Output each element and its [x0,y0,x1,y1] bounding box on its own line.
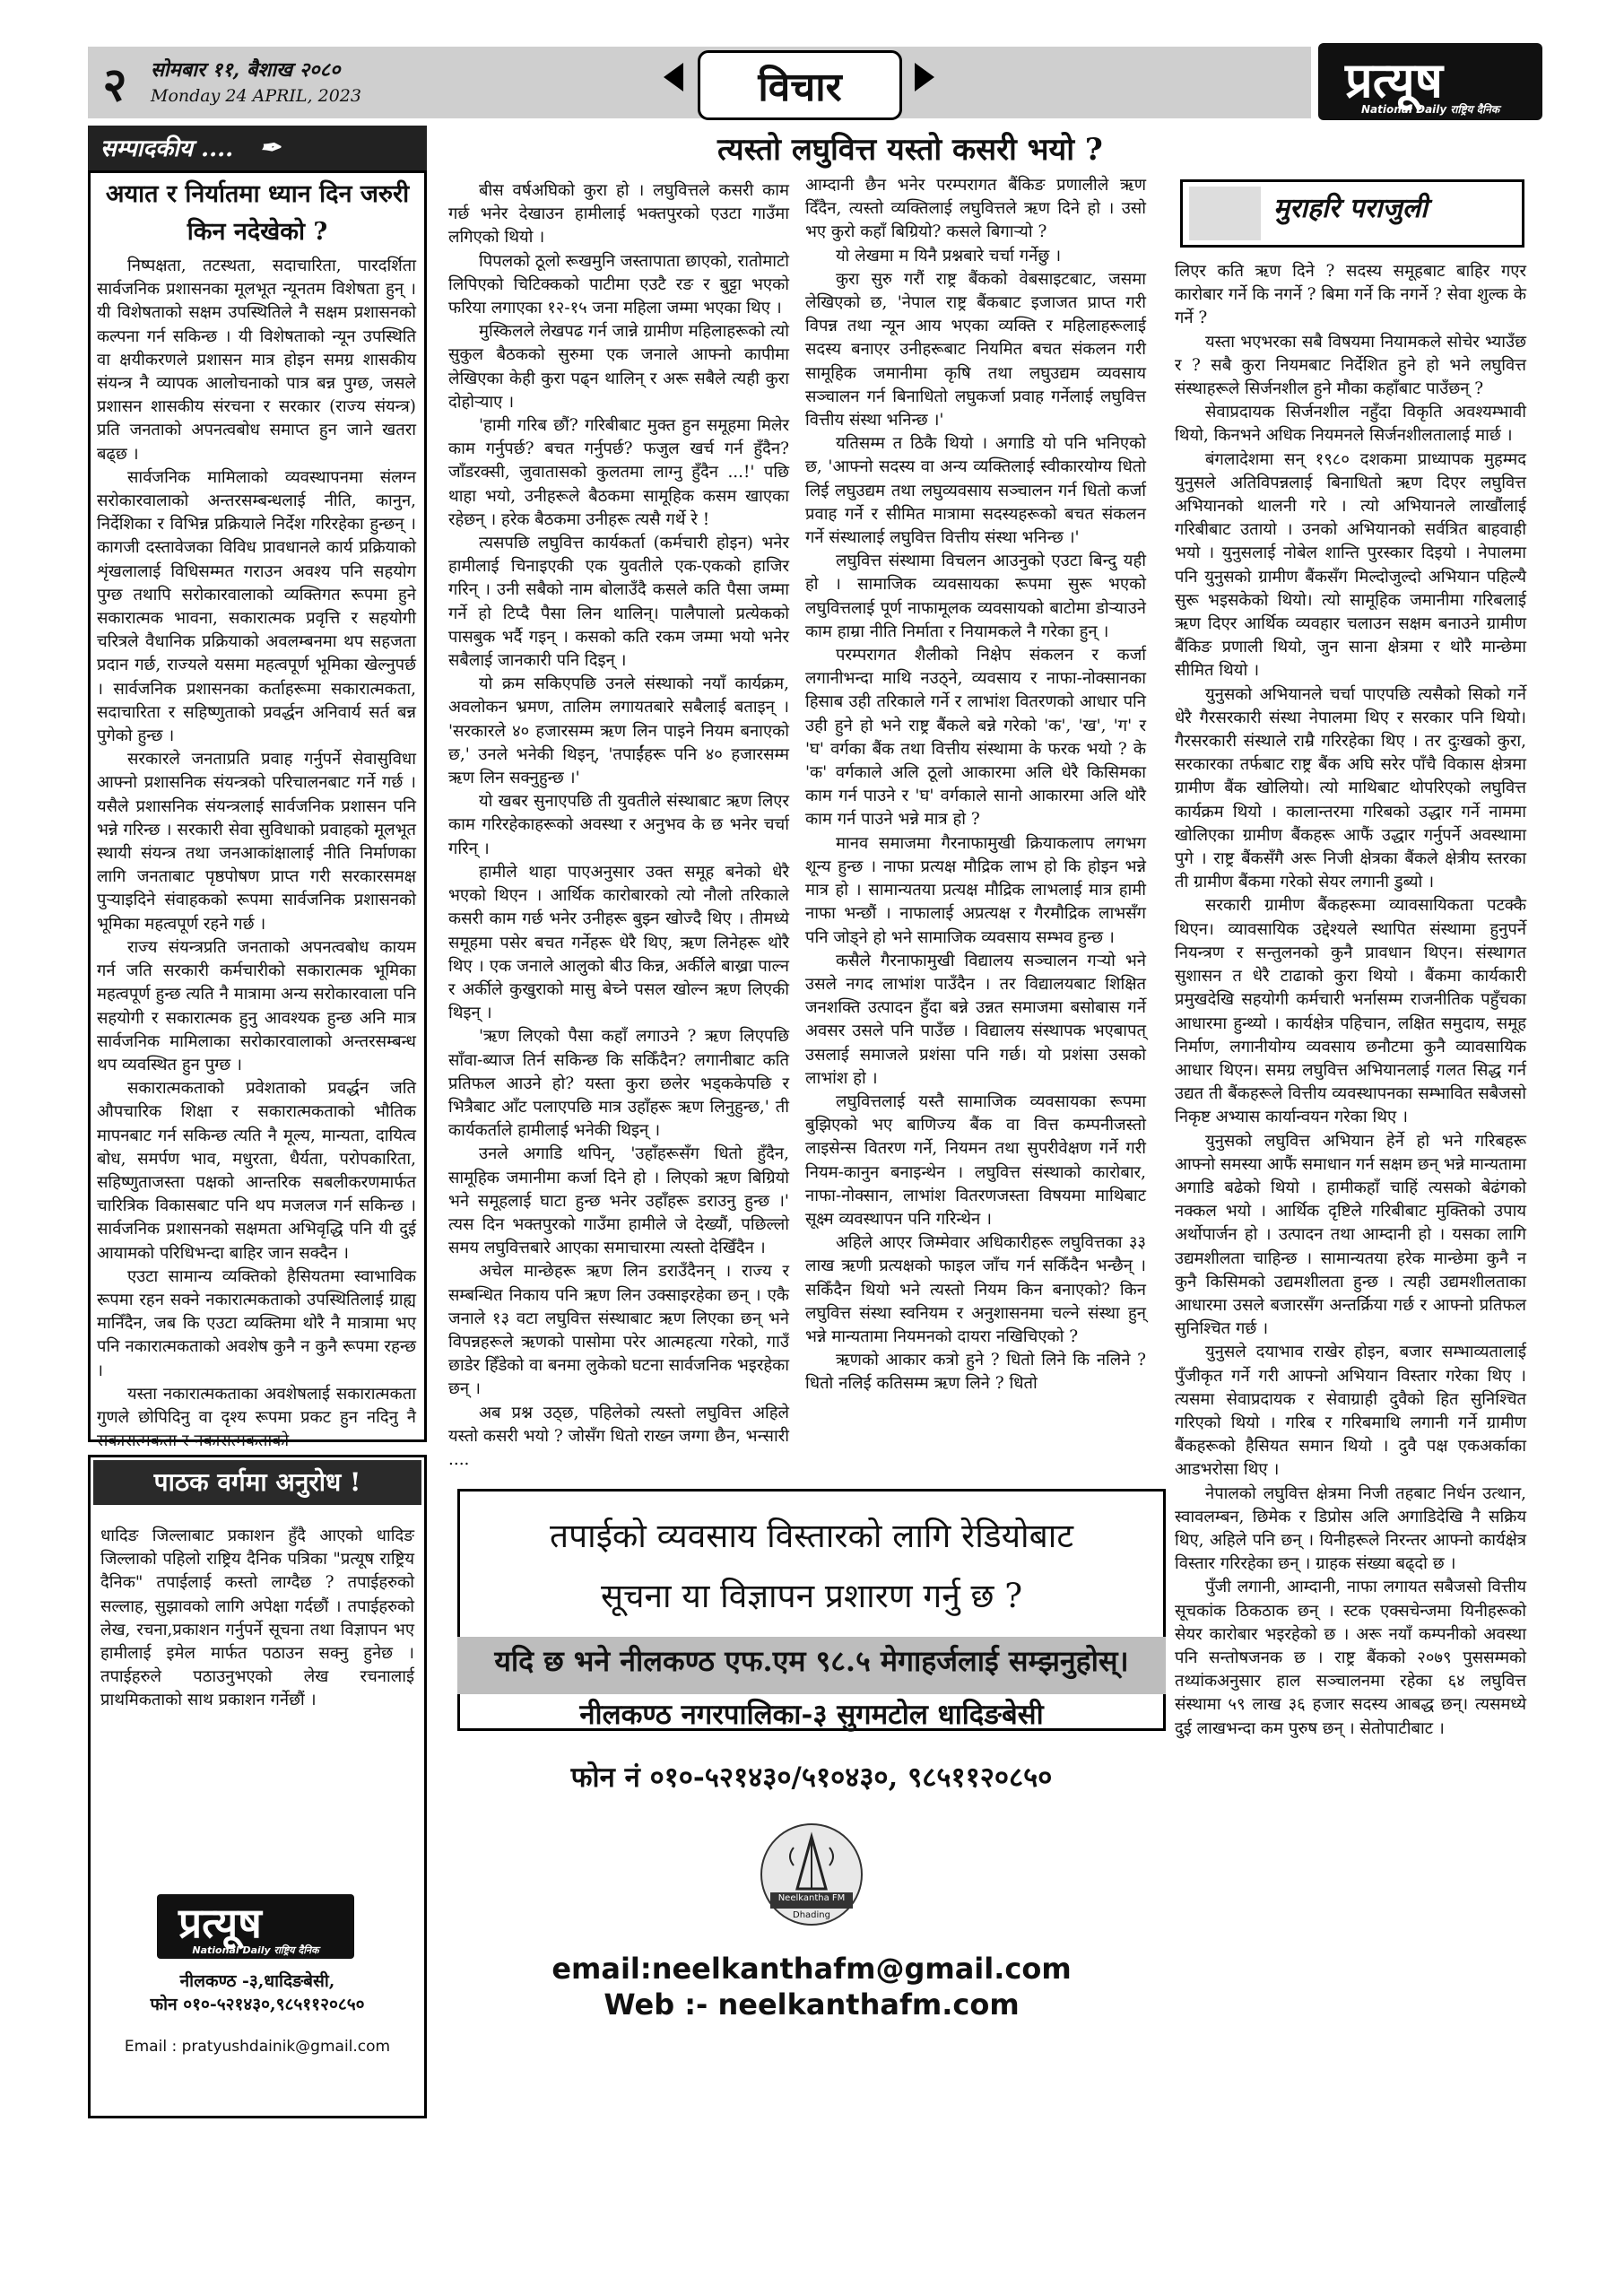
article-paragraph: बंगलादेशमा सन् १९८० दशकमा प्राध्यापक मुहम्मद युनुसले अतिविपन्नलाई बिनाधितो ऋण दिएर लघुवित्त अभियानको थालनी गरे । त्यो अभियानले लाखौंलाई गरिबीबाट उतायो । उनको अभियानको सर्वत्रित बाहवाही भयो । युनुसलाई नोबेल शान्ति पुरस्कार दिइयो । नेपालमा पनि युनुसको ग्रामीण बैंकसँग मिल्दोजुल्दो अभियान पहिल्यै सुरू भइसकेको थियो। त्यो सामूहिक जमानीमा गरिबलाई ऋण दिएर आर्थिक व्यवहार चलाउन सक्षम बनाउने ग्रामीण बैंकिङ प्रणाली थियो, जुन साना क्षेत्रमा र थोरै मान्छेमा सीमित थियो । [1175,449,1526,681]
reader-address: नीलकण्ठ -३,धादिङबेसी, [179,1971,335,1991]
radio-logo [758,1821,865,1928]
article-paragraph: पुँजी लगानी, आम्दानी, नाफा लगायत सबैजसो वित्तीय सूचकांक ठिकठाक छन् । स्टक एक्सचेन्जमा यिनीहरूको सेयर कारोबार भइरहेको छ । अरू नयाँ कम्पनीको अवस्था पनि सन्तोषजनक छ । राष्ट्र बैंकको २०७९ पुससम्मको तथ्यांकअनुसार हाल सञ्चालनमा रहेका ६४ लघुवित्त संस्थामा ५९ लाख ३६ हजार सदस्य आबद्ध छन्। त्यसमध्ये दुई लाखभन्दा कम पुरुष छन् । सेतोपाटीबाट । [1175,1578,1526,1738]
radio-logo-caption: Neelkantha FM [777,1893,846,1903]
article-paragraph: युनुसको लघुवित्त अभियान हेर्ने हो भने गरिबहरू आफ्नो समस्या आफैं समाधान गर्न सक्षम छन् भन्ने मान्यतामा अगाडि बढेको थियो । हामीकहाँ चाहिं त्यसको बेढंगको नक्कल भयो । आर्थिक दृष्टिले गरिबीबाट मुक्तिको उपाय अर्थोपार्जन हो । उत्पादन तथा आम्दानी हो । यसका लागि उद्यमशीलता चाहिन्छ । सामान्यतया हरेक मान्छेमा कुनै न कुनै किसिमको उद्यमशीलता हुन्छ । त्यही उद्यमशीलताका आधारमा उसले बजारसँग अन्तर्क्रिया गर्छ र आफ्नो प्रतिफल सुनिश्चित गर्छ । [1175,1131,1526,1339]
article-paragraph: हामीले थाहा पाएअनुसार उक्त समूह बनेको धेरै भएको थिएन । आर्थिक कारोबारको त्यो नौलो तरिकाले कसरी काम गर्छ भनेर उनीहरू बुझ्न खोज्दै थिए । तीमध्ये समूहमा पसेर बचत गर्नेहरू धेरै थिए, ऋण लिनेहरू थोरै थिए । एक जनाले आलुको बीउ किन्न, अर्कीले बाख्रा पाल्न र अर्कीले कुखुराको मासु बेच्ने पसल खोल्न ऋण लिएकी थिइन् । [448,862,789,1023]
editorial-title: अयात र निर्यातमा ध्यान दिन जरुरी किन नदेखेको ? [105,180,410,246]
reader-email: Email : pratyushdainik@gmail.com [124,2038,391,2056]
article-paragraph: परम्परागत शैलीको निक्षेप संकलन र कर्जा लगानीभन्दा माथि नउठ्ने, व्यवसाय र नाफा-नोक्सानका हिसाब उही तरिकाले गर्ने र लाभांश वितरणको आधार पनि उही हुने हो भने राष्ट्र बैंकले बन्ने गरेको 'क', 'ख', 'ग' र 'घ' वर्गका बैंक तथा वित्तीय संस्थामा के फरक भयो ? के 'क' वर्गकाले अलि ठूलो आकारमा अलि धेरै किसिमका काम गर्न पाउने र 'घ' वर्गकाले सानो आकारमा अलि थोरै काम गर्न पाउने भन्ने मात्र हो ? [805,646,1146,830]
date-english: Monday 24 APRIL, 2023 [151,86,361,106]
triangle-right-icon [915,63,934,91]
article-paragraph: नेपालको लघुवित्त क्षेत्रमा निजी तहबाट निर्धन उत्थान, स्वावलम्बन, छिमेक र डिप्रोस अलि अगाडिदेखि नै सक्रिय थिए, अहिले पनि छन् । यिनीहरूले निरन्तर आफ्नो कार्यक्षेत्र विस्तार गरिरहेका छन् । ग्राहक संख्या बढ्दो छ । [1175,1483,1526,1574]
editorial-paragraph: सार्वजनिक मामिलाको व्यवस्थापनमा संलग्न सरोकारवालाको अन्तरसम्बन्धलाई नीति, कानुन, निर्देशिका र विभिन्न प्रक्रियाले निर्देश गरिरहेका हुन्छन् । कागजी दस्तावेजका विविध प्रावधानले कार्य प्रक्रियाको शृंखलालाई विधिसम्मत गराउन अवश्य पनि सहयोग पुग्छ तथापि सरोकारवालाको व्यक्तिगत रूपमा हुने सकारात्मक भावना, सकारात्मक प्रवृत्ति र सहयोगी चरित्रले वैधानिक प्रक्रियाको अवलम्बनमा थप सहजता प्रदान गर्छ, राज्यले यसमा महत्वपूर्ण भूमिका खेल्नुपर्छ । सार्वजनिक प्रशासनका कर्ताहरूमा सकारात्मकता, सदाचारिता र सहिष्णुताको प्रवर्द्धन अनिवार्य सर्त बन्न पुगेको हुन्छ । [97,467,416,746]
editorial-paragraph: सरकारले जनताप्रति प्रवाह गर्नुपर्ने सेवासुविधा आफ्नो प्रशासनिक संयन्त्रको परिचालनबाट गर्ने गर्छ । यसैले प्रशासनिक संयन्त्रलाई सार्वजनिक प्रशासन पनि भन्ने गरिन्छ । सरकारी सेवा सुविधाको प्रवाहको मूलभूत स्थायी संयन्त्र तथा जनआकांक्षालाई नीति निर्माणका लागि जनताबाट पृष्ठपोषण प्राप्त गरी सरकारसमक्ष पुऱ्याइदिने संवाहकको रूपमा सार्वजनिक प्रशासनको भूमिका महत्वपूर्ण रहने गर्छ । [97,750,416,934]
masthead-logo [1318,43,1542,120]
editorial-body [97,255,416,1451]
article-paragraph: यो क्रम सकिएपछि उनले संस्थाको नयाँ कार्यक्रम, अवलोकन भ्रमण, तालिम लगायतबारे सबैलाई बताइन् । 'सरकारले ४० हजारसम्म ऋण लिन पाइने नियम बनाएको छ,' उनले भनेकी थिइन्, 'तपाईंहरू पनि ४० हजारसम्म ऋण लिन सक्नुहुन्छ ।' [448,674,789,788]
article-column-3 [1175,260,1526,2278]
article-paragraph: कुरा सुरु गरौं राष्ट्र बैंकको वेबसाइटबाट, जसमा लेखिएको छ, 'नेपाल राष्ट्र बैंकबाट इजाजत प्राप्त गरी विपन्न तथा न्यून आय भएका व्यक्ति र महिलाहरूलाई सदस्य बनाएर उनीहरूबाट नियमित बचत संकलन गरी सामूहिक जमानीमा कृषि तथा लघुउद्यम व्यवसाय सञ्चालन गर्न बिनाधितो लघुकर्जा प्रवाह गर्नेलाई लघुवित्त वित्तीय संस्था भनिन्छ ।' [805,269,1146,430]
reader-phone: फोन ०१०-५२१४३०,९८५११२०८५० [150,1995,365,2014]
page-number: २ [102,57,127,112]
article-column-1 [448,179,789,1480]
editorial-label [88,126,427,170]
article-paragraph: त्यसपछि लघुवित्त कार्यकर्ता (कर्मचारी होइन) भनेर हामीलाई चिनाइएकी एक युवतीले एक-एकको हाजिर गरिन् । उनी सबैको नाम बोलाउँदै कसले कति पैसा जम्मा गर्ने हो टिप्दै पैसा लिन थालिन्। पालैपालो प्रत्येकको पासबुक भर्दै गइन् । कसको कति रकम जम्मा भयो भनेर सबैलाई जानकारी पनि दिइन् । [448,534,789,671]
article-paragraph: कसैले गैरनाफामुखी विद्यालय सञ्चालन गऱ्यो भने उसले नगद लाभांश पाउँदैन । तर विद्यालयबाट शिक्षित जनशक्ति उत्पादन हुँदा बन्ने उन्नत समाजमा बसोबास गर्ने अवसर उसले पनि पाउँछ । विद्यालय संस्थापक भएबापत् उसलाई समाजले प्रशंसा पनि गर्छ। यो प्रशंसा उसको लाभांश हो । [805,951,1146,1088]
article-paragraph: सरकारी ग्रामीण बैंकहरूमा व्यावसायिकता पटक्कै थिएन। व्यावसायिक उद्देश्यले स्थापित संस्थामा हुनुपर्ने नियन्त्रण र सन्तुलनको कुनै प्रावधान थिएन। संस्थागत सुशासन त धेरै टाढाको कुरा थियो । बैंकमा कार्यकारी प्रमुखदेखि सहयोगी कर्मचारी भर्नासम्म राजनीतिक पहुँचका आधारमा हुन्थ्यो । कार्यक्षेत्र पहिचान, लक्षित समुदाय, समूह निर्माण, लगानीयोग्य व्यवसाय छनौटमा कुनै व्यावसायिक आधार थिएन। समग्र लघुवित्त अभियानलाई गलत सिद्ध गर्न उद्यत ती बैंकहरूले वित्तीय व्यवस्थापनका सम्भावित सबैजसो निकृष्ट अभ्यास कार्यान्वयन गरेका थिए । [1175,896,1526,1127]
ad-line-3: यदि छ भने नीलकण्ठ एफ.एम ९८.५ मेगाहर्जलाई सम्झनुहोस्। [494,1644,1129,1678]
radio-logo-sub: Dhading [793,1910,830,1920]
article-paragraph: 'हामी गरिब छौं? गरिबीबाट मुक्त हुन समूहमा मिलेर काम गर्नुपर्छ? बचत गर्नुपर्छ? फजुल खर्च गर्न हुँदैन? जाँडरक्सी, जुवातासको कुलतमा लाग्नु हुँदैन ...!' पछि थाहा भयो, उनीहरूले बैठकमा सामूहिक कसम खाएका रहेछन् । हरेक बैठकमा उनीहरू त्यसै गर्थे रे ! [448,416,789,529]
article-paragraph: उनले अगाडि थपिन्, 'उहाँहरूसँग धितो हुँदैन, सामूहिक जमानीमा कर्जा दिने हो । लिएको ऋण बिग्रियो भने समूहलाई घाटा हुन्छ भनेर उहाँहरू डराउनु हुन्छ ।' त्यस दिन भक्तपुरको गाउँमा हामीले जे देख्यौं, पछिल्लो समय लघुवित्तबारे आएका समाचारमा त्यस्तो देखिँदैन । [448,1144,789,1258]
reader-logo-tagline: National Daily राष्ट्रिय दैनिक [192,1944,319,1956]
reader-address-block [100,1970,414,2016]
article-paragraph: बीस वर्षअघिको कुरा हो । लघुवित्तले कसरी काम गर्छ भनेर देखाउन हामीलाई भक्तपुरको एउटा गाउँमा लगिएको थियो । [448,181,789,248]
article-paragraph: सेवाप्रदायक सिर्जनशील नहुँदा विकृति अवश्यम्भावी थियो, किनभने अधिक नियमनले सिर्जनशीलतालाई मार्छ । [1175,403,1526,446]
editorial-paragraph: राज्य संयन्त्रप्रति जनताको अपनत्वबोध कायम गर्न जति सरकारी कर्मचारीको सकारात्मक भूमिका महत्वपूर्ण हुन्छ त्यति नै मात्रामा अन्य सरोकारवाला पनि सहयोगी र सकारात्मक हुनु आवश्यक हुन्छ अनि मात्र सार्वजनिक मामिलाका सरोकारवालाको अन्तरसम्बन्ध थप व्यवस्थित हुन पुग्छ । [97,937,416,1074]
editorial-paragraph: एउटा सामान्य व्यक्तिको हैसियतमा स्वाभाविक रूपमा रहन सक्ने नकारात्मकताको उपस्थितिलाई ग्राह्य मानिँदैन, जब कि एउटा व्यक्तिमा थोरै नै मात्रामा भए पनि नकारात्मकताको अवशेष कुनै न कुनै रूपमा रहन्छ । [97,1266,416,1380]
reader-logo [157,1894,354,1959]
ad-email: email:neelkanthafm@gmail.com [551,1952,1072,1986]
reader-request-title: पाठक वर्गमा अनुरोध ! [93,1460,421,1505]
article-paragraph: 'ऋण लिएको पैसा कहाँ लगाउने ? ऋण लिएपछि साँवा-ब्याज तिर्न सकिन्छ कि सकिँदैन? लगानीबाट कति प्रतिफल आउने हो? यस्ता कुरा छलेर भड्ककेपछि र भित्रैबाट आँट पलाएपछि मात्र उहाँहरू ऋण लिनुहुन्छ,' ती कार्यकर्ताले हामीलाई भनेकी थिइन् । [448,1027,789,1141]
ad-line-4: नीलकण्ठ नगरपालिका-३ सुगमटोल धादिङबेसी [579,1699,1044,1731]
article-paragraph: युनुसले दयाभाव राखेर होइन, बजार सम्भाव्यतालाई पुँजीकृत गर्ने गरी आफ्नो अभियान विस्तार गरेका थिए । त्यसमा सेवाप्रदायक र सेवाग्राही दुवैको हित सुनिश्चित गरिएको थियो । गरिब र गरिबमाथि लगानी गर्ने ग्रामीण बैंकहरूको हैसियत समान थियो । दुवै पक्ष एकअर्काका आडभरोसा थिए । [1175,1343,1526,1480]
ad-line-2: सूचना या विज्ञापन प्रशारण गर्नु छ ? [600,1577,1023,1615]
article-paragraph: यस्ता भएभरका सबै विषयमा नियामकले सोचेर भ्याउँछ र ? सबै कुरा नियमबाट निर्देशित हुने हो भने लघुवित्त संस्थाहरूले सिर्जनशील हुने मौका कहाँबाट पाउँछन् ? [1175,332,1526,399]
editorial-paragraph: निष्पक्षता, तटस्थता, सदाचारिता, पारदर्शिता सार्वजनिक प्रशासनका मूलभूत न्यूनतम विशेषता हुन् । यी विशेषताको सक्षम उपस्थितिले नै सक्षम प्रशासनको कल्पना गर्न सकिन्छ । यी विशेषताको न्यून उपस्थिति वा क्षयीकरणले प्रशासन मात्र होइन समग्र शासकीय संयन्त्र नै व्यापक आलोचनाको पात्र बन्न पुग्छ, जसले प्रशासन शासकीय संरचना र सरकार (राज्य संयन्त्र) प्रति जनताको अपनत्वबोध समाप्त हुन जाने खतरा बढ्छ । [97,257,416,464]
section-title: विचार [698,50,902,120]
logo-text: प्रत्यूष [1345,51,1443,109]
article-paragraph: युनुसको अभियानले चर्चा पाएपछि त्यसैको सिको गर्ने धेरै गैरसरकारी संस्था नेपालमा थिए र सरकार पनि थियो। गैरसरकारी संस्थाले राम्रै गरिरहेका थिए । तर दुःखको कुरा, सरकारका तर्फबाट राष्ट्र बैंक अघि सरेर पाँचै विकास क्षेत्रमा ग्रामीण बैंक खोलियो। त्यो माथिबाट थोपरिएको लघुवित्त कार्यक्रम थियो । कालान्तरमा गरिबको उद्धार गर्ने नाममा खोलिएका ग्रामीण बैंकहरू आफैं उद्धार गर्नुपर्ने अवस्थामा पुगे । राष्ट्र बैंकसँगै अरू निजी क्षेत्रका बैंकले क्षेत्रीय स्तरका ती ग्रामीण बैंकमा गरेको सेयर लगानी डुब्यो । [1175,684,1526,892]
logo-tagline: National Daily राष्ट्रिय दैनिक [1360,103,1500,116]
editorial-paragraph: सकारात्मकताको प्रवेशताको प्रवर्द्धन जति औपचारिक शिक्षा र सकारात्मकताको भौतिक मापनबाट गर्न सकिन्छ त्यति नै मूल्य, मान्यता, दायित्व बोध, समर्पण भाव, मधुरता, धैर्यता, परोपकारिता, सहिष्णुताजस्ता पक्षको आन्तरिक सबलीकरणमार्फत चारित्रिक विकासबाट पनि थप मजलज गर्न सकिन्छ । सार्वजनिक प्रशासनको सक्षमता अभिवृद्धि पनि यी दुई आयामको परिधिभन्दा बाहिर जान सक्दैन । [97,1079,416,1263]
pen-icon: ✒ [259,133,281,162]
reader-request-text [100,1525,414,1866]
article-paragraph: अचेल मान्छेहरू ऋण लिन डराउँदैनन् । राज्य र सम्बन्धित निकाय पनि ऋण लिन उक्साइरहेका छन् । एकै जनाले १३ वटा लघुवित्त संस्थाबाट ऋण लिएका छन् भने विपन्नहरूले ऋणको पासोमा परेर आत्महत्या गरेको, गाउँ छाडेर हिँडेको वा बनमा लुकेको घटना सार्वजनिक भइरहेका छन् । [448,1262,789,1399]
article-paragraph: मानव समाजमा गैरनाफामुखी क्रियाकलाप लगभग शून्य हुन्छ । नाफा प्रत्यक्ष मौद्रिक लाभ हो कि होइन भन्ने मात्र हो । सामान्यतया प्रत्यक्ष मौद्रिक लाभलाई मात्र हामी नाफा भन्छौं । नाफालाई अप्रत्यक्ष र गैरमौद्रिक लाभसँग पनि जोड्ने हो भने सामाजिक व्यवसाय सम्भव हुन्छ । [805,833,1146,947]
article-paragraph: लघुवित्तलाई यस्तै सामाजिक व्यवसायका रूपमा बुझिएको भए बाणिज्य बैंक वा वित्त कम्पनीजस्तो लाइसेन्स वितरण गर्ने, नियमन तथा सुपरीवेक्षण गर्ने गरी नियम-कानुन बनाइन्थेन । लघुवित्त संस्थाको कारोबार, नाफा-नोक्सान, लाभांश वितरणजस्ता विषयमा माथिबाट सूक्ष्म व्यवस्थापन पनि गरिन्थेन । [805,1091,1146,1229]
article-paragraph: आम्दानी छैन भनेर परम्परागत बैंकिङ प्रणालीले ऋण दिँदैन, त्यस्तो व्यक्तिलाई लघुवित्तले ऋण दिने हो । उसो भए कुरो कहाँ बिग्रियो? कसले बिगाऱ्यो ? [805,176,1146,242]
author-name: मुराहरि पराजुली [1273,193,1428,224]
article-headline: त्यस्तो लघुवित्त यस्तो कसरी भयो ? [717,132,1103,168]
editorial-label-text: सम्पादकीय .... [100,135,234,162]
article-paragraph: पिपलको ठूलो रूखमुनि जस्तापाता छाएको, रातोमाटो लिपिएको चिटिक्कको पाटीमा एउटै रङ र बुट्टा भएको फरिया लगाएका १२-१५ जना महिला जम्मा भएका थिए । [448,251,789,318]
article-paragraph: लघुवित्त संस्थामा विचलन आउनुको एउटा बिन्दु यही हो । सामाजिक व्यवसायका रूपमा सुरू भएको लघुवित्तलाई पूर्ण नाफामूलक व्यवसायको बाटोमा डोऱ्याउने काम हाम्रा नीति निर्माता र नियामकले नै गरेका हुन् । [805,552,1146,641]
article-paragraph: लिएर कति ऋण दिने ? सदस्य समूहबाट बाहिर गएर कारोबार गर्ने कि नगर्ने ? बिमा गर्ने कि नगर्ने ? सेवा शुल्क के गर्ने ? [1175,262,1526,328]
reader-logo-text: प्रत्यूष [178,1899,262,1947]
article-paragraph: यो खबर सुनाएपछि ती युवतीले संस्थाबाट ऋण लिएर काम गरिरहेकाहरूको अवस्था र अनुभव के छ भनेर चर्चा गरिन् । [448,792,789,858]
article-paragraph: अब प्रश्न उठ्छ, पहिलेको त्यस्तो लघुवित्त अहिले यस्तो कसरी भयो ? जोसँग धितो राख्न जग्गा छैन, भन्सारी .... [448,1403,789,1469]
triangle-left-icon [664,63,683,91]
article-paragraph: मुस्किलले लेखपढ गर्न जान्ने ग्रामीण महिलाहरूको त्यो सुकुल बैठकको सुरुमा एक जनाले आफ्नो कापीमा लेखिएका केही कुरा पढ्न थालिन् र अरू सबैले त्यही कुरा दोहोऱ्याए । [448,322,789,412]
article-paragraph: यो लेखमा म यिनै प्रश्नबारे चर्चा गर्नेछु । [836,246,1062,265]
date-nepali: सोमबार ११, बैशाख २०८० [151,58,341,82]
editorial-paragraph: यस्ता नकारात्मकताका अवशेषलाई सकारात्मकता गुणले छोपिदिनु वा दृश्य रूपमा प्रकट हुन नदिनु नै सकारात्मकता र नकारात्मकताको [97,1384,416,1451]
ad-line-5: फोन नं ०१०-५२१४३०/५१०४३०, ९८५११२०८५० [570,1761,1053,1794]
reader-request-paragraph: धादिङ जिल्लाबाट प्रकाशन हुँदै आएको धादिङ जिल्लाको पहिलो राष्ट्रिय दैनिक पत्रिका "प्रत्यूष राष्ट्रिय दैनिक" तपाईलाई कस्तो लाग्दैछ ? तपाईहरुको सल्लाह, सुझावको लागि अपेक्षा गर्दछौं । तपाईहरुको लेख, रचना,प्रकाशन गर्नुपर्ने सूचना तथा विज्ञापन भए हामीलाई इमेल मार्फत पठाउन सक्नु हुनेछ । तपाईहरुले पठाउनुभएको लेख रचनालाई प्राथमिकताको साथ प्रकाशन गर्नेछौं । [100,1526,414,1710]
article-paragraph: यतिसम्म त ठिकै थियो । अगाडि यो पनि भनिएको छ, 'आफ्नो सदस्य वा अन्य व्यक्तिलाई स्वीकारयोग्य धितो लिई लघुउद्यम तथा लघुव्यवसाय सञ्चालन गर्न धितो कर्जा प्रवाह गर्ने र सीमित मात्रामा सदस्यहरूको बचत संकलन गर्ने संस्थालाई लघुवित्त वित्तीय संस्था भनिन्छ ।' [805,434,1146,548]
ad-website: Web :- neelkanthafm.com [604,1987,1020,2022]
author-photo [1189,187,1261,240]
article-column-2 [805,174,1146,1474]
article-paragraph: अहिले आएर जिम्मेवार अधिकारीहरू लघुवित्तका ३३ लाख ऋणी प्रत्यक्षको फाइल जाँच गर्न सकिँदैन भन्छैन् । सकिँदैन थियो भने त्यस्तो नियम किन बनाएको? किन लघुवित्त संस्था स्वनियम र अनुशासनमा चल्ने संस्था हुन् भन्ने मान्यतामा नियमनको दायरा नखिचिएको ? [805,1233,1146,1346]
article-paragraph: ऋणको आकार कत्रो हुने ? धितो लिने कि नलिने ? धितो नलिई कतिसम्म ऋण लिने ? धितो [805,1351,1146,1394]
ad-line-1: तपाईको व्यवसाय विस्तारको लागि रेडियोबाट [550,1517,1073,1555]
